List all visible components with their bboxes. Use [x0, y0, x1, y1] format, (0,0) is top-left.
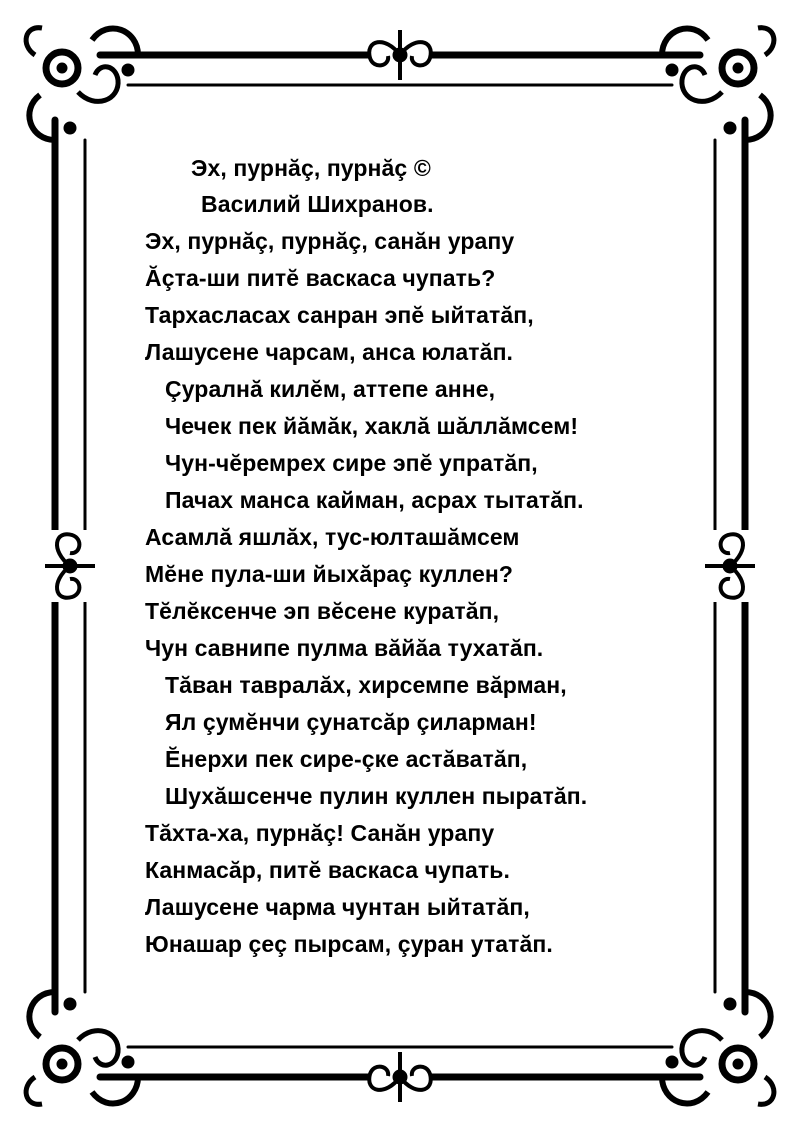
poem-line: Ĕнерхи пек сире-çке астăватăп, [165, 746, 528, 772]
poem-line: Тархасласах санран эпĕ ыйтатăп, [145, 302, 534, 328]
poem-line: Çуралнă килĕм, аттепе анне, [165, 376, 496, 402]
poem-line: Тĕлĕксенче эп вĕсене куратăп, [145, 598, 500, 624]
poem-line: Шухăшсенче пулин куллен пыратăп. [165, 783, 588, 809]
poem-line: Лашусене чарма чунтан ыйтатăп, [145, 894, 530, 920]
poem-title: Эх, пурнăç, пурнăç © [191, 155, 431, 181]
poem-line: Тăхта-ха, пурнăç! Санăн урапу [145, 820, 495, 846]
poem-line: Асамлă яшлăх, тус-юлташăмсем [145, 524, 520, 550]
poem-line: Ăçта-ши питĕ васкаса чупать? [145, 265, 496, 291]
poem-line: Чун савнипе пулма вăйăа тухатăп. [145, 635, 544, 661]
poem-line: Мĕне пула-ши йыхăраç куллен? [145, 561, 514, 587]
poem-line: Ял çумĕнчи çунатсăр çиларман! [165, 709, 537, 735]
poem-line: Лашусене чарсам, анса юлатăп. [145, 339, 514, 365]
poem-line: Тăван тавралăх, хирсемпе вăрман, [165, 672, 567, 698]
poem-line: Юнашар çеç пырсам, çуран утатăп. [145, 931, 553, 957]
poem-line: Эх, пурнăç, пурнăç, санăн урапу [145, 228, 515, 254]
poem-line: Пачах манса кайман, асрах тытатăп. [165, 487, 584, 513]
poem-line: Канмасăр, питĕ васкаса чупать. [145, 857, 510, 883]
poem-line: Чун-чĕремрех сире эпĕ упратăп, [165, 450, 538, 476]
poem-line: Чечек пек йăмăк, хаклă шăллăмсем! [165, 413, 579, 439]
poem-author: Василий Шихранов. [201, 191, 434, 217]
